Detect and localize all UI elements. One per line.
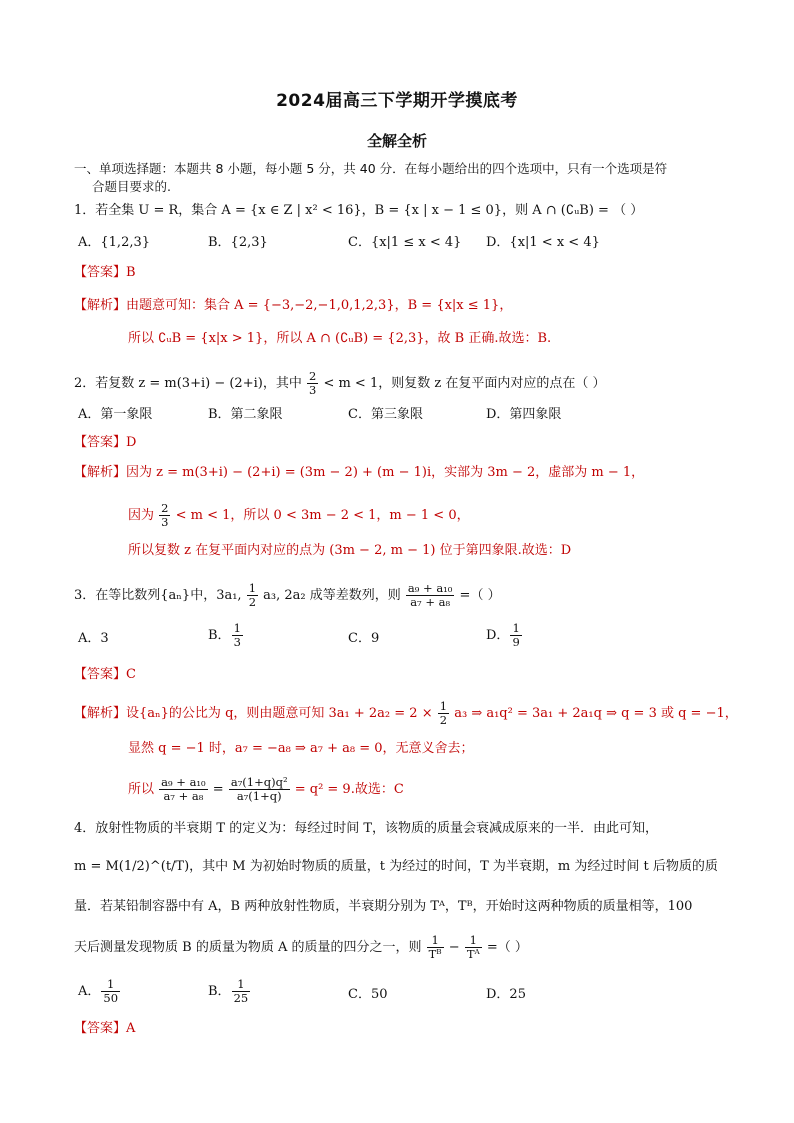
q3-half-fraction [247, 582, 258, 609]
q3-analysis-half-num: 1 [439, 699, 448, 713]
q2-analysis-2-pre: 因为 [128, 508, 155, 523]
q2-option-a: A．第一象限 [78, 407, 153, 422]
q1-option-d: D．{x|1 < x < 4} [486, 235, 600, 250]
q3-ratio-fraction [406, 582, 455, 609]
q2-frac-num: 2 [308, 369, 317, 383]
answer-tag: 【答案】 [74, 667, 127, 682]
q3-ratio-den: a₇ + a₈ [410, 595, 451, 609]
section-heading-line1: 一、单项选择题：本题共 8 小题，每小题 5 分，共 40 分．在每小题给出的四个选项中，只有一个选项是符 [74, 161, 668, 176]
q3-analysis-3-pre: 所以 [128, 782, 155, 797]
q3-analysis-eq-den: a₇(1+q) [236, 789, 282, 803]
q3-answer-value: C [126, 667, 136, 682]
q3-option-b-num: 1 [233, 621, 241, 635]
analysis-tag: 【解析】 [74, 465, 127, 480]
q3-ratio-num: a₉ + a₁₀ [407, 581, 453, 595]
q2-option-b: B．第二象限 [208, 407, 283, 422]
q2-stem-post: < m < 1，则复数 z 在复平面内对应的点在（ ） [323, 376, 606, 391]
q2-analysis-2 [128, 502, 794, 529]
q1-analysis-2: 所以 ∁ᵤB = {x|x > 1}，所以 A ∩ (∁ᵤB) = {2,3}，故 B 正确.故选：B. [128, 331, 552, 346]
q4-option-a [78, 978, 121, 1005]
q4-line-1: 4．放射性物质的半衰期 T 的定义为：每经过时间 T，该物质的质量会衰减成原来的一半．由此可知， [74, 821, 659, 836]
q2-analysis-frac-den: 3 [161, 515, 169, 529]
q2-stem-pre: 2．若复数 z = m(3+i) − (2+i)，其中 [74, 376, 302, 391]
q4-option-b-den: 25 [233, 991, 249, 1005]
q3-option-d-fraction [510, 622, 521, 649]
q2-analysis-1 [74, 464, 754, 482]
analysis-tag: 【解析】 [74, 706, 127, 721]
q3-option-d-label: D． [486, 628, 510, 643]
q3-answer [74, 666, 754, 684]
q4-f1-den: Tᴮ [428, 947, 442, 961]
q3-option-d-den: 9 [512, 635, 520, 649]
q2-option-d: D．第四象限 [486, 407, 562, 422]
q4-option-d: D．25 [486, 987, 526, 1002]
q3-stem-pre: 3．在等比数列{aₙ}中，3a₁, [74, 588, 242, 603]
q1-analysis-1 [74, 297, 754, 315]
q3-analysis-ratio-den: a₇ + a₈ [163, 789, 204, 803]
q3-half-num: 1 [248, 581, 257, 595]
q4-line-2: m = M(1/2)^(t/T)，其中 M 为初始时物质的质量，t 为经过的时间，T 为半衰期，m 为经过时间 t 后物质的质 [74, 859, 718, 874]
q3-analysis-3-post: = q² = 9.故选：C [294, 782, 404, 797]
q3-option-b [208, 622, 244, 649]
q3-analysis-half-den: 2 [439, 713, 448, 727]
q4-line-4: 天后测量发现物质 B 的质量为物质 A 的质量的四分之一，则 $\frac{1}{\text{Tᴮ}}$ − $\frac{1}{\text{Tᴬ}}$ =（ ） [74, 933, 528, 961]
q2-analysis-frac-num: 2 [161, 501, 169, 515]
q4-fraction-2 [465, 934, 482, 961]
q4-option-a-num: 1 [101, 978, 120, 992]
answer-tag: 【答案】 [74, 265, 127, 280]
section-heading-line2: 合题目要求的. [92, 179, 171, 194]
q3-option-b-label: B． [208, 628, 231, 643]
q3-analysis-ratio-num: a₉ + a₁₀ [161, 775, 206, 789]
q1-option-c: C．{x|1 ≤ x < 4} [348, 235, 462, 250]
q4-answer [74, 1020, 754, 1038]
q4-answer-value: A [126, 1021, 136, 1036]
analysis-tag: 【解析】 [74, 298, 127, 313]
q3-option-a: A．3 [78, 631, 109, 646]
q2-option-c: C．第三象限 [348, 407, 423, 422]
q3-stem-post: =（ ） [459, 588, 501, 603]
q4-option-b-num: 1 [232, 978, 251, 992]
q4-option-b [208, 978, 251, 1005]
q1-answer-value: B [126, 265, 136, 280]
q1-analysis-text-1: 由题意可知：集合 A = {−3,−2,−1,0,1,2,3}，B = {x|x ≤ 1}， [126, 298, 513, 313]
page-subtitle: 全解全析 [366, 132, 427, 150]
q1-option-b: B．{2,3} [208, 235, 268, 250]
q2-analysis-2-post: < m < 1，所以 0 < 3m − 2 < 1，m − 1 < 0， [175, 508, 470, 523]
q4-line-4-pre: 天后测量发现物质 B 的质量为物质 A 的质量的四分之一，则 [74, 940, 422, 955]
q3-analysis-2: 显然 q = −1 时，a₇ = −a₈ ⇒ a₇ + a₈ = 0，无意义舍去； [128, 741, 474, 756]
q3-option-b-den: 3 [233, 635, 241, 649]
q4-option-a-label: A． [78, 984, 101, 999]
q4-option-b-label: B． [208, 984, 231, 999]
q1-option-a: A．{1,2,3} [78, 235, 151, 250]
q4-f2-num: 1 [465, 934, 482, 948]
q2-analysis-text-1: 因为 z = m(3+i) − (2+i) = (3m − 2) + (m − 1)i，实部为 3m − 2，虚部为 m − 1， [126, 465, 645, 480]
q4-option-c: C．50 [348, 987, 388, 1002]
q3-analysis-1 [74, 700, 754, 727]
q3-stem-mid: a₃, 2a₂ 成等差数列，则 [263, 588, 401, 603]
q1-answer [74, 264, 754, 282]
q3-analysis-1-post: a₃ ⇒ a₁q² = 3a₁ + 2a₁q ⇒ q = 3 或 q = −1， [454, 706, 738, 721]
q2-fraction [307, 370, 318, 397]
q2-stem [74, 370, 754, 397]
q4-fraction-1 [427, 934, 444, 961]
q3-stem [74, 582, 754, 609]
page-title: 2024届高三下学期开学摸底考 [276, 91, 518, 111]
q3-analysis-half [438, 700, 449, 727]
q2-answer-value: D [126, 435, 137, 450]
q3-half-den: 2 [248, 595, 257, 609]
q4-option-a-fraction [101, 978, 120, 1005]
answer-tag: 【答案】 [74, 1021, 127, 1036]
q3-option-d [486, 622, 523, 649]
q3-option-b-fraction [232, 622, 243, 649]
q3-analysis-eq-num: a₇(1+q)q² [230, 775, 288, 789]
q4-line-4-post: =（ ） [486, 940, 528, 955]
q4-f2-den: Tᴬ [466, 947, 480, 961]
q2-frac-den: 3 [308, 383, 317, 397]
q4-option-b-fraction [232, 978, 251, 1005]
q3-option-c: C．9 [348, 631, 380, 646]
q4-f1-num: 1 [427, 934, 444, 948]
q3-option-d-num: 1 [512, 621, 520, 635]
q3-analysis-eq [229, 776, 290, 803]
q4-line-3: 量．若某铅制容器中有 A，B 两种放射性物质，半衰期分别为 Tᴬ，Tᴮ，开始时这两种物质的质量相等，100 [74, 899, 693, 914]
q1-stem: 1．若全集 U = R，集合 A = {x ∈ Z | x² < 16}，B = {x | x − 1 ≤ 0}，则 A ∩ (∁ᵤB) = （ ） [74, 203, 644, 218]
q3-analysis-ratio [159, 776, 208, 803]
q4-option-a-den: 50 [103, 991, 119, 1005]
q2-analysis-fraction [159, 502, 170, 529]
q3-analysis-1-pre: 设{aₙ}的公比为 q，则由题意可知 3a₁ + 2a₂ = 2 × [126, 706, 433, 721]
answer-tag: 【答案】 [74, 435, 127, 450]
q2-analysis-3: 所以复数 z 在复平面内对应的点为 (3m − 2, m − 1) 位于第四象限.故选：D [128, 543, 572, 558]
q2-answer [74, 434, 754, 452]
q3-analysis-3: 所以 $\frac{\text{a₉ + a₁₀}}{\text{a₇ + a₈}}$ = $\frac{\text{a₇(1+q)q²}}{\text{a₇(1+q)}}$ = q² = 9.故选：C [128, 775, 404, 803]
